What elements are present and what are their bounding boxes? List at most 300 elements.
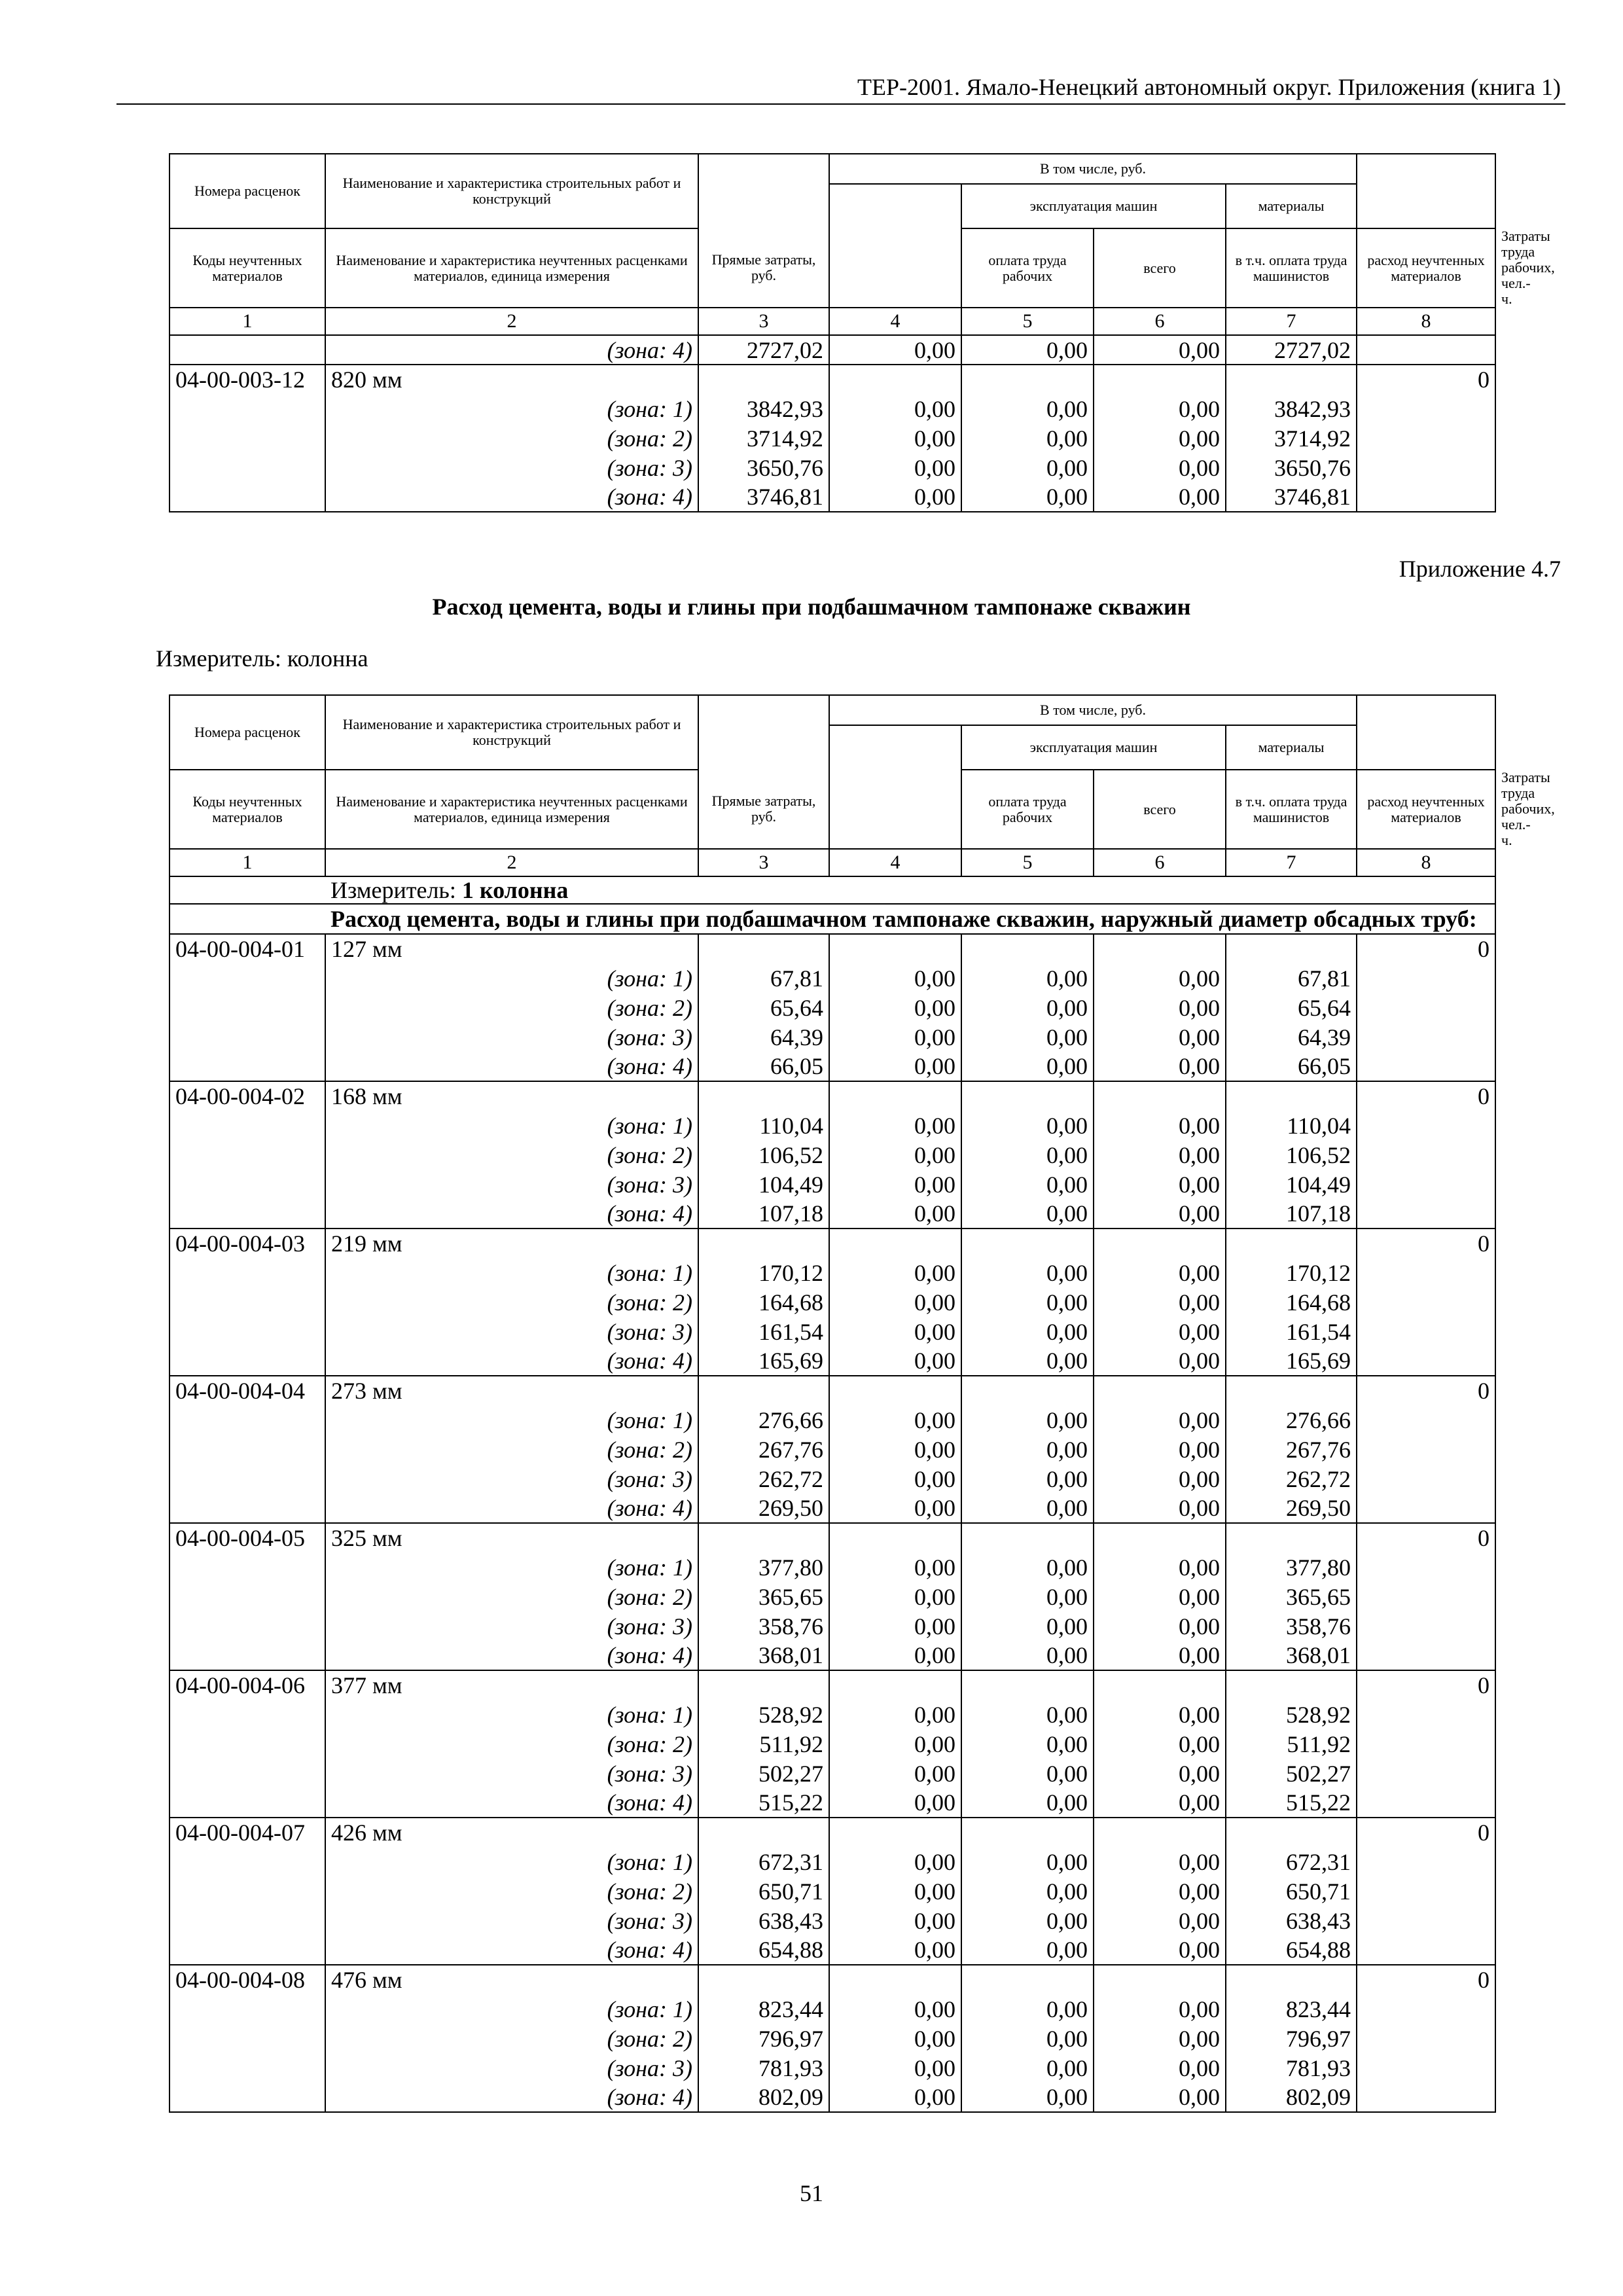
- value-cell: 654,88: [1226, 1935, 1357, 1965]
- zone-label: (зона: 4): [325, 1641, 698, 1670]
- rate-code: 04-00-004-03: [169, 1229, 325, 1258]
- appendix-label: Приложение 4.7: [1399, 556, 1561, 582]
- value-cell: 0,00: [829, 1287, 961, 1317]
- empty-cell: [1357, 453, 1495, 482]
- empty-cell: [829, 1229, 961, 1258]
- empty-cell: [1357, 1435, 1495, 1464]
- value-cell: 0,00: [1094, 1582, 1226, 1611]
- zone-row: [169, 1494, 1495, 1523]
- empty-cell: [1226, 1376, 1357, 1405]
- empty-cell: [1357, 2083, 1495, 2112]
- zone-row: [169, 453, 1495, 482]
- col-number: 1: [169, 849, 325, 876]
- value-cell: 672,31: [1226, 1847, 1357, 1876]
- value-cell: 0,00: [829, 1994, 961, 2024]
- empty-cell: [1226, 1965, 1357, 1994]
- value-cell: 0,00: [1094, 2024, 1226, 2053]
- empty-cell: [169, 1582, 325, 1611]
- value-cell: 0,00: [829, 1199, 961, 1229]
- value-cell: 0,00: [1094, 1641, 1226, 1670]
- value-cell: 0,00: [829, 1317, 961, 1346]
- empty-cell: [1357, 335, 1495, 365]
- zone-row: [169, 1111, 1495, 1140]
- empty-cell: [829, 1523, 961, 1552]
- value-cell: 67,81: [1226, 963, 1357, 993]
- value-cell: 0,00: [1094, 1935, 1226, 1965]
- value-cell: 161,54: [1226, 1317, 1357, 1346]
- value-cell: 164,68: [1226, 1287, 1357, 1317]
- empty-cell: [1357, 993, 1495, 1022]
- empty-cell: [169, 423, 325, 453]
- empty-cell: [169, 1022, 325, 1052]
- empty-cell: [1094, 365, 1226, 394]
- empty-cell: [169, 1552, 325, 1582]
- value-cell: 66,05: [698, 1052, 829, 1081]
- empty-cell: [1357, 423, 1495, 453]
- empty-cell: [1357, 1552, 1495, 1582]
- value-cell: 65,64: [698, 993, 829, 1022]
- empty-cell: [169, 1876, 325, 1906]
- empty-cell: [169, 1346, 325, 1376]
- value-cell: 0,00: [961, 1287, 1094, 1317]
- empty-cell: [169, 394, 325, 423]
- empty-cell: [698, 934, 829, 963]
- value-cell: 3650,76: [698, 453, 829, 482]
- value-cell: 161,54: [698, 1317, 829, 1346]
- value-cell: 0,00: [829, 1435, 961, 1464]
- col-header-material-codes: Коды неучтенных материалов: [169, 228, 325, 308]
- rate-row: [169, 1818, 1495, 1847]
- empty-cell: [1357, 1287, 1495, 1317]
- pipe-diameter: 219 мм: [325, 1229, 698, 1258]
- zone-row: [169, 1552, 1495, 1582]
- pipe-diameter: 127 мм: [325, 934, 698, 963]
- value-cell: 0,00: [1094, 1287, 1226, 1317]
- value-cell: 0,00: [1094, 1022, 1226, 1052]
- value-cell: 262,72: [698, 1464, 829, 1494]
- empty-cell: [1357, 1199, 1495, 1229]
- value-cell: 0,00: [961, 1876, 1094, 1906]
- zone-label: (зона: 4): [325, 482, 698, 512]
- zone-label: (зона: 4): [325, 1346, 698, 1376]
- value-cell: 0,00: [961, 1170, 1094, 1199]
- empty-cell: [169, 1759, 325, 1788]
- labor-hours: 0: [1357, 1081, 1495, 1111]
- col-header-machines: эксплуатация машин: [961, 184, 1226, 228]
- value-cell: 377,80: [1226, 1552, 1357, 1582]
- zone-row: [169, 1906, 1495, 1935]
- value-cell: 0,00: [1094, 1759, 1226, 1788]
- col-header-material-use: расход неучтенных материалов: [1357, 228, 1495, 308]
- zone-label: (зона: 1): [325, 1111, 698, 1140]
- empty-cell: [1094, 1670, 1226, 1700]
- value-cell: 0,00: [1094, 1788, 1226, 1818]
- value-cell: 0,00: [961, 1052, 1094, 1081]
- zone-label: (зона: 1): [325, 1700, 698, 1729]
- value-cell: 110,04: [1226, 1111, 1357, 1140]
- empty-cell: [1357, 1641, 1495, 1670]
- rate-code: 04-00-004-01: [169, 934, 325, 963]
- value-cell: 0,00: [961, 1405, 1094, 1435]
- value-cell: 0,00: [1094, 1906, 1226, 1935]
- value-cell: 365,65: [698, 1582, 829, 1611]
- value-cell: 0,00: [961, 2083, 1094, 2112]
- value-cell: 365,65: [1226, 1582, 1357, 1611]
- empty-cell: [169, 1258, 325, 1287]
- value-cell: 0,00: [1094, 1317, 1226, 1346]
- labor-hours: 0: [1357, 1229, 1495, 1258]
- empty-cell: [169, 1140, 325, 1170]
- value-cell: 0,00: [829, 2053, 961, 2083]
- value-cell: 267,76: [1226, 1435, 1357, 1464]
- empty-cell: [1094, 1523, 1226, 1552]
- value-cell: 0,00: [1094, 1700, 1226, 1729]
- value-cell: 0,00: [1094, 1199, 1226, 1229]
- rate-code: 04-00-004-04: [169, 1376, 325, 1405]
- value-cell: 0,00: [961, 1611, 1094, 1641]
- col-number: 3: [698, 308, 829, 335]
- value-cell: 170,12: [1226, 1258, 1357, 1287]
- section-title-row: [169, 904, 1495, 934]
- zone-label: (зона: 3): [325, 1022, 698, 1052]
- zone-label: (зона: 4): [325, 2083, 698, 2112]
- zone-row: [169, 963, 1495, 993]
- value-cell: 515,22: [698, 1788, 829, 1818]
- rate-group: [169, 1670, 1495, 1818]
- empty-cell: [1357, 2024, 1495, 2053]
- value-cell: 0,00: [961, 1788, 1094, 1818]
- col-header-blank: [1357, 154, 1495, 228]
- value-cell: 0,00: [961, 2053, 1094, 2083]
- labor-hours: 0: [1357, 1523, 1495, 1552]
- empty-cell: [698, 1081, 829, 1111]
- value-cell: 0,00: [961, 2024, 1094, 2053]
- col-header-machines: эксплуатация машин: [961, 725, 1226, 770]
- empty-cell: [829, 1081, 961, 1111]
- value-cell: 672,31: [698, 1847, 829, 1876]
- value-cell: 638,43: [698, 1906, 829, 1935]
- value-cell: 781,93: [1226, 2053, 1357, 2083]
- col-header-work-name: Наименование и характеристика строительных работ и конструкций: [325, 154, 698, 228]
- empty-cell: [169, 904, 325, 934]
- value-cell: 0,00: [961, 1199, 1094, 1229]
- empty-cell: [1226, 1081, 1357, 1111]
- col-header-rate-numbers: Номера расценок: [169, 154, 325, 228]
- value-cell: 107,18: [698, 1199, 829, 1229]
- value-cell: 0,00: [961, 1317, 1094, 1346]
- col-header-blank: [698, 154, 829, 228]
- col-header-rate-numbers: Номера расценок: [169, 695, 325, 770]
- value-cell: 165,69: [1226, 1346, 1357, 1376]
- col-header-worker-wages: оплата труда рабочих: [961, 228, 1094, 308]
- col-number: 6: [1094, 849, 1226, 876]
- value-cell: 0,00: [829, 1876, 961, 1906]
- value-cell: 0,00: [1094, 993, 1226, 1022]
- value-cell: 0,00: [829, 1464, 961, 1494]
- empty-cell: [169, 1788, 325, 1818]
- rates-table-continued: Номера расценок Наименование и характеристика строительных работ и конструкций В том числе, руб. эксплуатация машин материалы Коды неучтенных материалов Наименование и характеристика неучтенных расценками материалов, единица измерения Прямые затраты, руб. оплата труда рабочих всего в т.ч. оплата труда машинистов расход неучтенных материалов Затраты труда рабочих, чел.-ч. 1 2 3 4 5 6 7 8 (зона: 4) 2727,02 0,00 0,00 0,00 2727,02 04-00-003-12 820 мм 0 (зона: 1) 3842,93 0,00 0,00 0,00 3842,93 (зона: 2) 3714,92 0,00 0,00 0,00 3714,92 (зона: 3) 3650,76 0,00 0,00 0,00 3650,76 (зона: 4) 3746,81 0,00 0,00 0,00 3746,81: [169, 153, 1496, 512]
- labor-hours: 0: [1357, 934, 1495, 963]
- zone-row: [169, 2053, 1495, 2083]
- zone-label: (зона: 2): [325, 993, 698, 1022]
- zone-row: [169, 1847, 1495, 1876]
- empty-cell: [169, 482, 325, 512]
- value-cell: 796,97: [1226, 2024, 1357, 2053]
- empty-cell: [1357, 482, 1495, 512]
- pipe-diameter: 377 мм: [325, 1670, 698, 1700]
- empty-cell: [1357, 1935, 1495, 1965]
- rate-row: [169, 1523, 1495, 1552]
- zone-label: (зона: 2): [325, 2024, 698, 2053]
- value-cell: 3746,81: [698, 482, 829, 512]
- empty-cell: [961, 1081, 1094, 1111]
- measure-cell: [325, 876, 1495, 904]
- empty-cell: [1357, 1140, 1495, 1170]
- col-header-material-use: расход неучтенных материалов: [1357, 770, 1495, 849]
- zone-row: [169, 1700, 1495, 1729]
- zone-row: [169, 1258, 1495, 1287]
- value-cell: 0,00: [1094, 1552, 1226, 1582]
- col-header-operator-wages: в т.ч. оплата труда машинистов: [1226, 228, 1357, 308]
- value-cell: 0,00: [1094, 1405, 1226, 1435]
- empty-cell: [169, 2024, 325, 2053]
- empty-cell: [169, 1111, 325, 1140]
- value-cell: 107,18: [1226, 1199, 1357, 1229]
- empty-cell: [698, 1376, 829, 1405]
- value-cell: 802,09: [698, 2083, 829, 2112]
- col-number: 7: [1226, 308, 1357, 335]
- zone-row: [169, 482, 1495, 512]
- value-cell: 0,00: [961, 1494, 1094, 1523]
- empty-cell: [1357, 1700, 1495, 1729]
- value-cell: 0,00: [829, 1140, 961, 1170]
- value-cell: 0,00: [1094, 1140, 1226, 1170]
- empty-cell: [169, 1994, 325, 2024]
- zone-row: [169, 2083, 1495, 2112]
- empty-cell: [961, 1818, 1094, 1847]
- value-cell: 0,00: [961, 1700, 1094, 1729]
- pipe-diameter: 273 мм: [325, 1376, 698, 1405]
- col-header-work-name: Наименование и характеристика строительных работ и конструкций: [325, 695, 698, 770]
- value-cell: 0,00: [961, 1641, 1094, 1670]
- header-rule: [116, 103, 1565, 105]
- value-cell: 0,00: [1094, 1729, 1226, 1759]
- value-cell: 0,00: [829, 1170, 961, 1199]
- zone-row: [169, 1052, 1495, 1081]
- value-cell: 358,76: [698, 1611, 829, 1641]
- value-cell: 0,00: [829, 1111, 961, 1140]
- empty-cell: [1094, 934, 1226, 963]
- rate-group: [169, 1818, 1495, 1965]
- col-header-blank: [829, 184, 961, 308]
- empty-cell: [829, 1376, 961, 1405]
- col-header-materials: материалы: [1226, 184, 1357, 228]
- empty-cell: [1357, 1582, 1495, 1611]
- value-cell: 0,00: [961, 1729, 1094, 1759]
- empty-cell: [169, 1405, 325, 1435]
- zone-label: (зона: 1): [325, 394, 698, 423]
- value-cell: 170,12: [698, 1258, 829, 1287]
- zone-label: (зона: 2): [325, 1876, 698, 1906]
- col-number: 5: [961, 849, 1094, 876]
- zone-row: [169, 1876, 1495, 1906]
- value-cell: 0,00: [829, 1759, 961, 1788]
- pipe-diameter: 476 мм: [325, 1965, 698, 1994]
- col-number: 5: [961, 308, 1094, 335]
- col-number: 3: [698, 849, 829, 876]
- empty-cell: [169, 1641, 325, 1670]
- rate-group: [169, 1229, 1495, 1376]
- page-number: 51: [800, 2180, 823, 2206]
- empty-cell: [1357, 1729, 1495, 1759]
- zone-label: (зона: 1): [325, 1405, 698, 1435]
- empty-cell: [169, 453, 325, 482]
- value-cell: 0,00: [829, 2083, 961, 2112]
- value-cell: 796,97: [698, 2024, 829, 2053]
- value-cell: 0,00: [961, 1346, 1094, 1376]
- zone-label: (зона: 4): [325, 335, 698, 365]
- value-cell: 0,00: [1094, 1876, 1226, 1906]
- empty-cell: [169, 1435, 325, 1464]
- col-number: 4: [829, 308, 961, 335]
- empty-cell: [169, 1170, 325, 1199]
- zone-label: (зона: 4): [325, 1052, 698, 1081]
- empty-cell: [1357, 1906, 1495, 1935]
- rate-row: [169, 1081, 1495, 1111]
- rate-code: 04-00-004-08: [169, 1965, 325, 1994]
- col-header-operator-wages: в т.ч. оплата труда машинистов: [1226, 770, 1357, 849]
- empty-cell: [169, 1494, 325, 1523]
- zone-label: (зона: 2): [325, 1729, 698, 1759]
- col-header-machines-total: всего: [1094, 228, 1226, 308]
- zone-row: [169, 993, 1495, 1022]
- value-cell: 0,00: [1094, 1994, 1226, 2024]
- empty-cell: [169, 335, 325, 365]
- empty-cell: [961, 1376, 1094, 1405]
- empty-cell: [961, 365, 1094, 394]
- section-heading: Расход цемента, воды и глины при подбашмачном тампонаже скважин, наружный диаметр обсадных труб:: [325, 904, 1495, 934]
- value-cell: 67,81: [698, 963, 829, 993]
- col-number: 2: [325, 308, 698, 335]
- section-rows: [169, 876, 1495, 934]
- value-cell: 64,39: [698, 1022, 829, 1052]
- rate-code: 04-00-004-02: [169, 1081, 325, 1111]
- empty-cell: [1094, 1818, 1226, 1847]
- empty-cell: [1357, 1788, 1495, 1818]
- value-cell: 528,92: [1226, 1700, 1357, 1729]
- zone-row: [169, 423, 1495, 453]
- value-cell: 502,27: [1226, 1759, 1357, 1788]
- rate-code: 04-00-003-12: [169, 365, 325, 394]
- value-cell: 0,00: [961, 1464, 1094, 1494]
- empty-cell: [961, 934, 1094, 963]
- empty-cell: [169, 963, 325, 993]
- section-title: Расход цемента, воды и глины при подбашмачном тампонаже скважин: [432, 594, 1191, 620]
- empty-cell: [169, 2053, 325, 2083]
- value-cell: 0,00: [829, 1935, 961, 1965]
- empty-cell: [1357, 1994, 1495, 2024]
- value-cell: 269,50: [1226, 1494, 1357, 1523]
- value-cell: 0,00: [829, 1700, 961, 1729]
- value-cell: 106,52: [698, 1140, 829, 1170]
- value-cell: 269,50: [698, 1494, 829, 1523]
- value-cell: 0,00: [1094, 1494, 1226, 1523]
- value-cell: 0,00: [829, 335, 961, 365]
- rate-code: 04-00-004-06: [169, 1670, 325, 1700]
- empty-cell: [698, 1818, 829, 1847]
- rate-group: [169, 1523, 1495, 1670]
- value-cell: 0,00: [829, 1494, 961, 1523]
- empty-cell: [1357, 1464, 1495, 1494]
- value-cell: 0,00: [829, 993, 961, 1022]
- col-header-including: В том числе, руб.: [829, 154, 1357, 184]
- value-cell: 502,27: [698, 1759, 829, 1788]
- value-cell: 2727,02: [1226, 335, 1357, 365]
- value-cell: 0,00: [961, 1759, 1094, 1788]
- empty-cell: [169, 1906, 325, 1935]
- value-cell: 650,71: [1226, 1876, 1357, 1906]
- col-number: 7: [1226, 849, 1357, 876]
- value-cell: 3842,93: [698, 394, 829, 423]
- empty-cell: [1094, 1081, 1226, 1111]
- value-cell: 0,00: [829, 1405, 961, 1435]
- empty-cell: [169, 1287, 325, 1317]
- value-cell: 3650,76: [1226, 453, 1357, 482]
- zone-label: (зона: 3): [325, 1464, 698, 1494]
- col-number: 8: [1357, 849, 1495, 876]
- zone-label: (зона: 4): [325, 1494, 698, 1523]
- zone-row: [169, 1611, 1495, 1641]
- value-cell: 0,00: [829, 1052, 961, 1081]
- empty-cell: [829, 1670, 961, 1700]
- col-header-including: В том числе, руб.: [829, 695, 1357, 725]
- value-cell: 0,00: [829, 1022, 961, 1052]
- carry-over-rows: [169, 335, 1495, 365]
- pipe-diameter: 168 мм: [325, 1081, 698, 1111]
- value-cell: 165,69: [698, 1346, 829, 1376]
- empty-cell: [1357, 2053, 1495, 2083]
- value-cell: 0,00: [961, 1435, 1094, 1464]
- rate-row: [169, 1670, 1495, 1700]
- value-cell: 0,00: [1094, 453, 1226, 482]
- labor-hours: 0: [1357, 1965, 1495, 1994]
- value-cell: 0,00: [829, 394, 961, 423]
- value-cell: 0,00: [961, 1258, 1094, 1287]
- empty-cell: [1357, 1052, 1495, 1081]
- zone-row: [169, 1199, 1495, 1229]
- col-header-material-names: Наименование и характеристика неучтенных расценками материалов, единица измерения: [325, 228, 698, 308]
- value-cell: 106,52: [1226, 1140, 1357, 1170]
- measure-value: 1 колонна: [461, 877, 569, 903]
- rate-row: [169, 1965, 1495, 1994]
- empty-cell: [1357, 1759, 1495, 1788]
- zone-label: (зона: 1): [325, 1994, 698, 2024]
- zone-label: (зона: 3): [325, 453, 698, 482]
- zone-row: [169, 1346, 1495, 1376]
- col-header-worker-wages: оплата труда рабочих: [961, 770, 1094, 849]
- col-header-blank: [1357, 695, 1495, 770]
- empty-cell: [169, 1611, 325, 1641]
- rate-code: 04-00-004-07: [169, 1818, 325, 1847]
- rate-row: [169, 1376, 1495, 1405]
- value-cell: 0,00: [961, 1140, 1094, 1170]
- empty-cell: [169, 1464, 325, 1494]
- value-cell: 0,00: [961, 1935, 1094, 1965]
- value-cell: 0,00: [1094, 1464, 1226, 1494]
- empty-cell: [829, 934, 961, 963]
- empty-cell: [1357, 963, 1495, 993]
- rate-row: [169, 365, 1495, 394]
